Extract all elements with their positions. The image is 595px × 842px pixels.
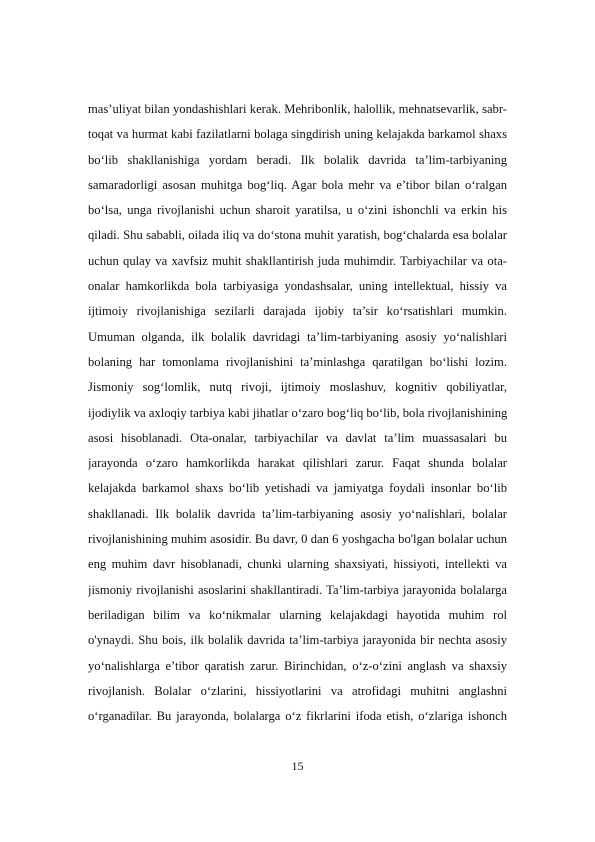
text-line: ijodiylik va axloqiy tarbiya kabi jihatlar o‘zaro bog‘liq bo‘lib, bola rivojlanishining bbox=[88, 405, 507, 420]
text-line: shakllanadi. Ilk bolalik davrida ta’lim-tarbiyaning asosiy yo‘nalishlari, bolalar bbox=[88, 506, 507, 521]
text-line: Jismoniy sog‘lomlik, nutq rivoji, ijtimoiy moslashuv, kognitiv qobiliyatlar, bbox=[88, 380, 507, 395]
text-line: o'ynaydi. Shu bois, ilk bolalik davrida ta’lim-tarbiya jarayonida bir nechta asosiy bbox=[88, 633, 507, 648]
text-line: bolaning har tomonlama rivojlanishini ta’minlashga qaratilgan bo‘lishi lozim. bbox=[88, 354, 507, 369]
text-line: samaradorligi asosan muhitga bog‘liq. Agar bola mehr va e’tibor bilan o‘ralgan bbox=[88, 177, 507, 192]
body-paragraph bbox=[88, 97, 507, 729]
text-line: yo‘nalishlarga e’tibor qaratish zarur. Birinchidan, o‘z-o‘zini anglash va shaxsiy bbox=[88, 658, 507, 673]
text-line: rivojlanishining muhim asosidir. Bu davr, 0 dan 6 yoshgacha bo'lgan bolalar uchun bbox=[88, 532, 507, 547]
text-line: bo‘lib shakllanishiga yordam beradi. Ilk bolalik davrida ta’lim-tarbiyaning bbox=[88, 152, 507, 167]
text-line: bo‘lsa, unga rivojlanishi uchun sharoit yaratilsa, u o‘zini ishonchli va erkin his bbox=[88, 203, 507, 218]
text-line: jismoniy rivojlanishi asoslarini shakllantiradi. Ta’lim-tarbiya jarayonida bolalarga bbox=[88, 582, 507, 597]
text-line: rivojlanish. Bolalar o‘zlarini, hissiyotlarini va atrofidagi muhitni anglashni bbox=[88, 683, 507, 698]
text-line: asosi hisoblanadi. Ota-onalar, tarbiyachilar va davlat ta’lim muassasalari bu bbox=[88, 430, 507, 445]
text-line: uchun qulay va xavfsiz muhit shakllantirish juda muhimdir. Tarbiyachilar va ota- bbox=[88, 253, 507, 268]
text-line: jarayonda o‘zaro hamkorlikda harakat qilishlari zarur. Faqat shunda bolalar bbox=[88, 456, 507, 471]
text-line: beriladigan bilim va ko‘nikmalar ularning kelajakdagi hayotida muhim rol bbox=[88, 607, 507, 622]
text-line: eng muhim davr hisoblanadi, chunki ularning shaxsiyati, hissiyoti, intellekti va bbox=[88, 557, 507, 572]
text-line: onalar hamkorlikda bola tarbiyasiga yondashsalar, uning intellektual, hissiy va bbox=[88, 279, 507, 294]
text-line: mas’uliyat bilan yondashishlari kerak. Mehribonlik, halollik, mehnatsevarlik, sabr- bbox=[88, 102, 507, 116]
page-number: 15 bbox=[291, 759, 304, 773]
text-line: ijtimoiy rivojlanishiga sezilarli darajada ijobiy ta’sir ko‘rsatishlari mumkin. bbox=[88, 304, 507, 319]
text-line: toqat va hurmat kabi fazilatlarni bolaga singdirish uning kelajakda barkamol shaxs bbox=[88, 127, 507, 142]
text-line: Umuman olganda, ilk bolalik davridagi ta’lim-tarbiyaning asosiy yo‘nalishlari bbox=[88, 329, 507, 344]
text-line: qiladi. Shu sababli, oilada iliq va do‘stona muhit yaratish, bog‘chalarda esa bolalar bbox=[88, 228, 507, 243]
text-line: o‘rganadilar. Bu jarayonda, bolalarga o‘z fikrlarini ifoda etish, o‘zlariga ishonch bbox=[88, 709, 507, 724]
text-line: kelajakda barkamol shaxs bo‘lib yetishadi va jamiyatga foydali insonlar bo‘lib bbox=[88, 481, 507, 496]
